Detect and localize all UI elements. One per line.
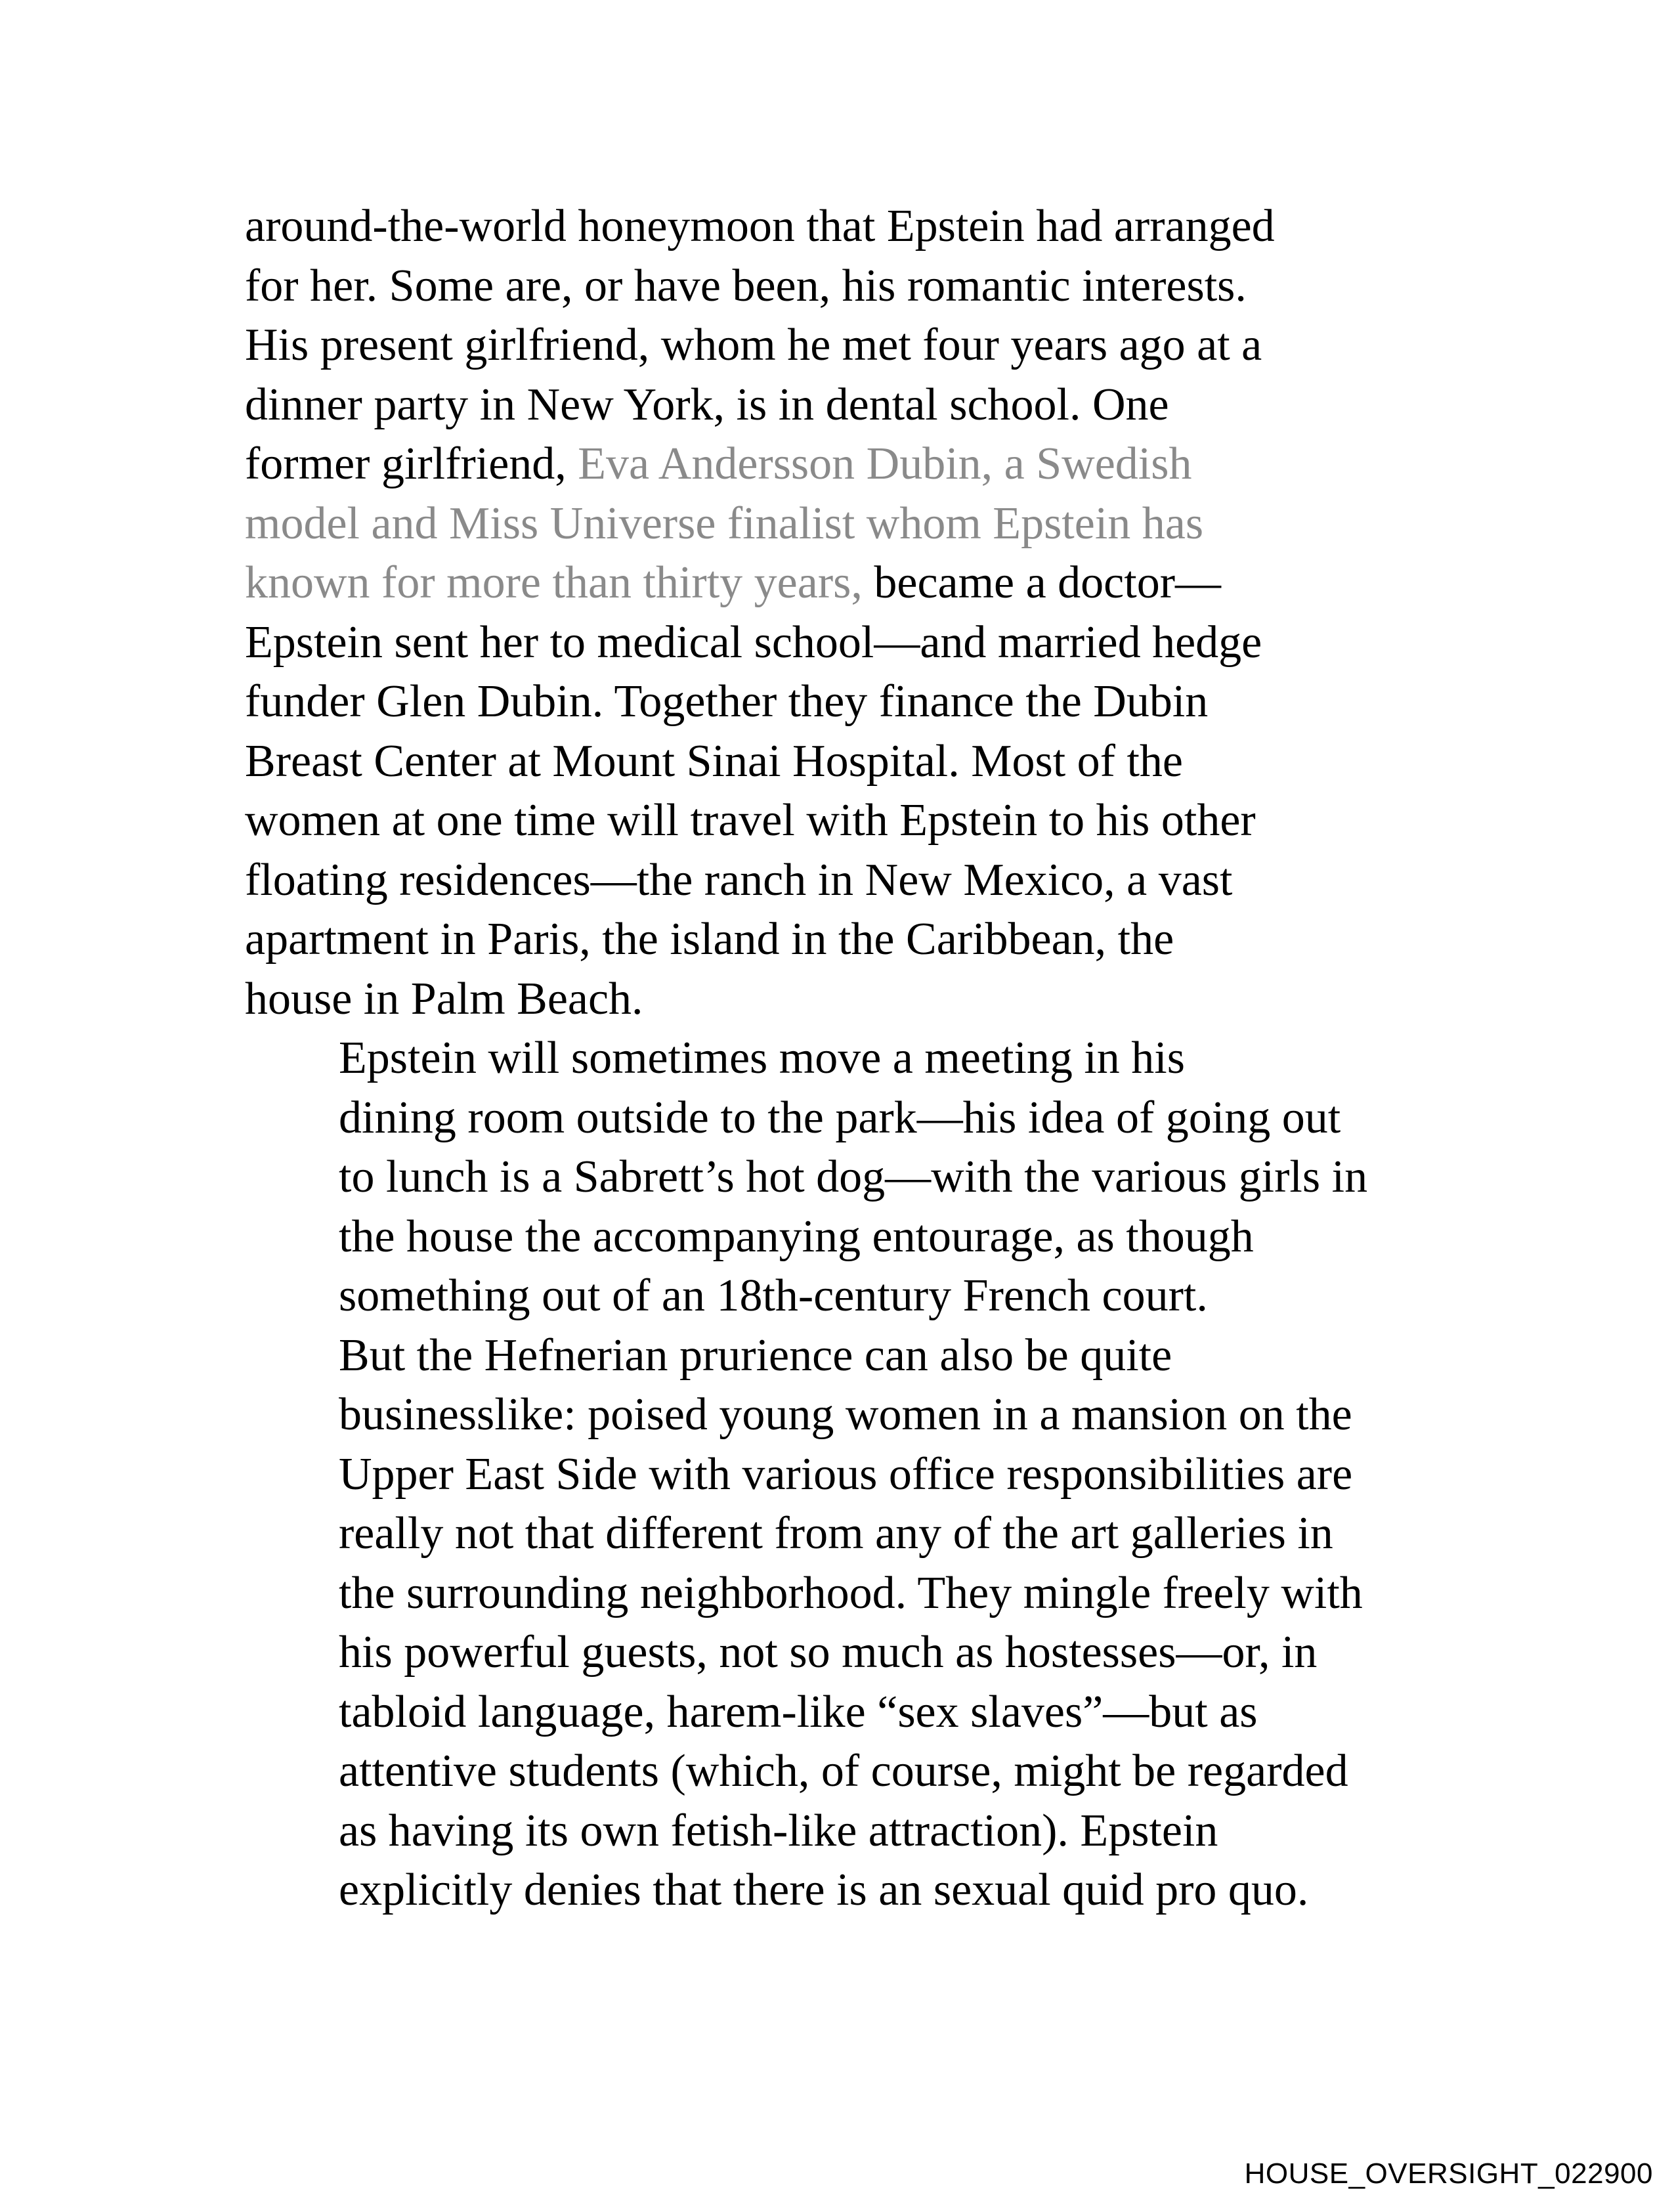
text-line [245,1802,1427,1861]
highlighted-text: known for more than thirty years, [245,557,863,608]
text-segment: But the Hefnerian prurience can also be quite [339,1330,1172,1381]
text-segment: as having its own fetish-like attraction). Epstein [339,1805,1218,1856]
text-segment: Upper East Side with various office responsibilities are [339,1448,1353,1500]
body-text [245,197,1427,1920]
text-line [245,791,1427,851]
text-line [245,1089,1427,1148]
text-segment: women at one time will travel with Epstein to his other [245,795,1256,846]
highlighted-text: model and Miss Universe finalist whom Epstein has [245,498,1204,549]
text-line [245,1385,1427,1445]
text-line [245,1267,1427,1326]
text-segment: really not that different from any of the art galleries in [339,1508,1333,1559]
text-line [245,257,1427,316]
text-line [245,197,1427,257]
text-line [245,553,1427,613]
paragraph [245,1326,1427,1920]
text-line [245,1445,1427,1505]
highlighted-text: Eva Andersson Dubin, a Swedish [578,439,1192,489]
text-line [245,1148,1427,1207]
text-line [245,732,1427,792]
text-segment: around-the-world honeymoon that Epstein had arranged [245,201,1275,251]
text-segment: businesslike: poised young women in a mansion on the [339,1389,1352,1440]
text-segment: His present girlfriend, whom he met four years ago at a [245,320,1262,370]
text-segment: something out of an 18th-century French court. [339,1270,1208,1321]
text-segment: Epstein will sometimes move a meeting in his [339,1033,1185,1083]
text-line [245,672,1427,732]
text-segment: former girlfriend, [245,439,578,489]
text-line [245,1504,1427,1564]
text-line [245,1683,1427,1743]
text-segment: funder Glen Dubin. Together they finance the Dubin [245,676,1209,727]
text-segment: Breast Center at Mount Sinai Hospital. Most of the [245,735,1183,787]
text-segment: his powerful guests, not so much as hostesses—or, in [339,1627,1318,1678]
text-line [245,1564,1427,1624]
text-line [245,376,1427,435]
text-line [245,1326,1427,1386]
text-segment: dinner party in New York, is in dental school. One [245,379,1169,430]
text-segment: the surrounding neighborhood. They mingle freely with [339,1567,1363,1618]
text-line [245,1742,1427,1802]
text-line [245,970,1427,1030]
text-line [245,494,1427,554]
text-segment: floating residences—the ranch in New Mexico, a vast [245,854,1233,905]
text-line [245,1207,1427,1267]
document-id: HOUSE_OVERSIGHT_022900 [1244,2158,1653,2190]
text-line [245,613,1427,673]
text-line [245,1623,1427,1683]
text-segment: to lunch is a Sabrett’s hot dog—with the various girls in [339,1152,1368,1202]
text-segment: for her. Some are, or have been, his romantic interests. [245,260,1247,311]
text-segment: tabloid language, harem-like “sex slaves”—but as [339,1686,1258,1737]
text-segment: the house the accompanying entourage, as though [339,1211,1254,1262]
text-segment: Epstein sent her to medical school—and married hedge [245,617,1262,668]
text-line [245,316,1427,376]
text-line [245,1029,1427,1089]
text-segment: dining room outside to the park—his idea of going out [339,1092,1341,1143]
text-line [245,1861,1427,1920]
text-segment: apartment in Paris, the island in the Caribbean, the [245,914,1174,965]
paragraph [245,197,1427,1029]
text-line [245,851,1427,911]
text-segment: became a doctor— [862,557,1221,608]
text-line [245,910,1427,970]
text-segment: house in Palm Beach. [245,973,643,1024]
text-segment: attentive students (which, of course, might be regarded [339,1746,1348,1796]
paragraph [245,1029,1427,1326]
text-line [245,435,1427,494]
text-segment: explicitly denies that there is an sexual quid pro quo. [339,1865,1309,1915]
